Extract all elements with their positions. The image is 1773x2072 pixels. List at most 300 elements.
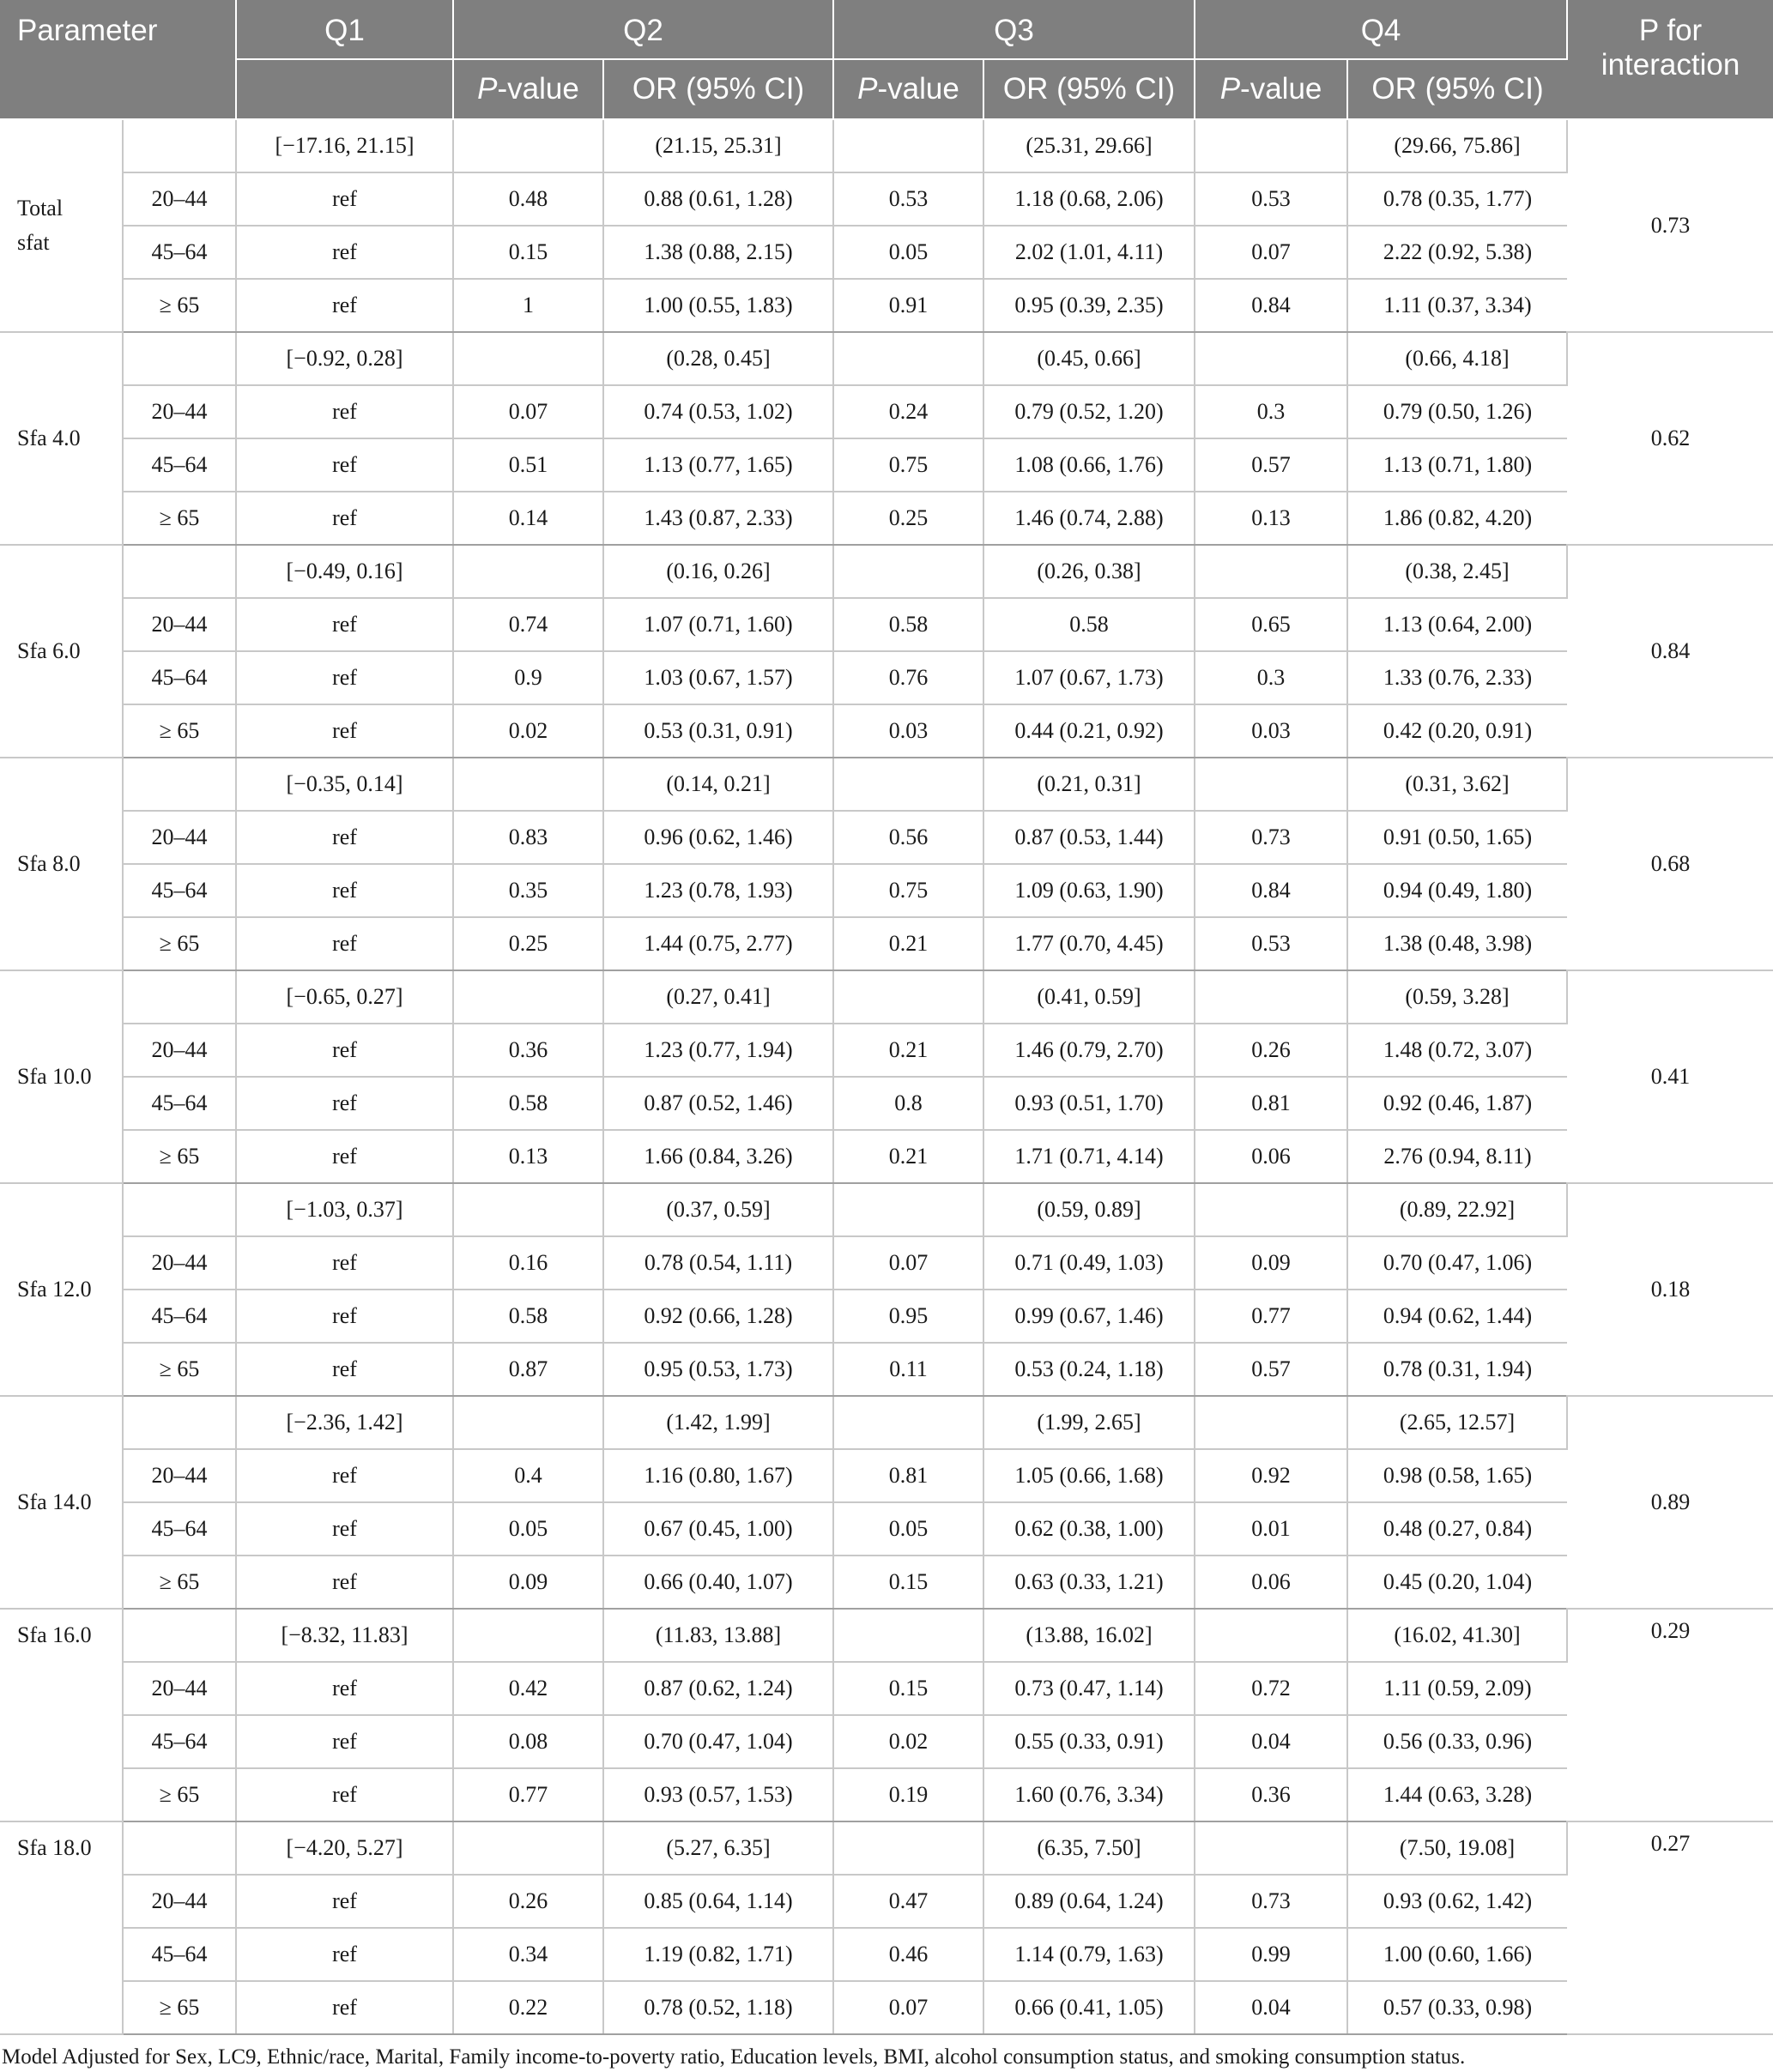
parameter-name-line1: Total bbox=[17, 196, 64, 220]
header-p-for-interaction bbox=[1567, 0, 1773, 119]
p-for-interaction: 0.27 bbox=[1567, 1821, 1773, 2034]
table-row bbox=[0, 1875, 1773, 1928]
q3-p-value: 0.75 bbox=[833, 438, 983, 492]
header-q2: Q2 bbox=[453, 0, 833, 59]
table-row-range bbox=[0, 332, 1773, 385]
q2-p-value: 0.26 bbox=[453, 1875, 603, 1928]
q4-or-ci: 1.11 (0.59, 2.09) bbox=[1347, 1662, 1567, 1715]
parameter-name bbox=[0, 1821, 123, 2034]
age-group: 20–44 bbox=[123, 1236, 236, 1290]
age-group: 45–64 bbox=[123, 1715, 236, 1768]
age-group: 20–44 bbox=[123, 385, 236, 438]
blank-cell bbox=[833, 332, 983, 385]
q4-p-value: 0.04 bbox=[1195, 1981, 1347, 2034]
header-p-value bbox=[1195, 59, 1347, 119]
q4-p-value: 0.26 bbox=[1195, 1024, 1347, 1077]
q2-or-ci: 0.74 (0.53, 1.02) bbox=[603, 385, 833, 438]
q1-ref: ref bbox=[236, 1024, 453, 1077]
q1-ref: ref bbox=[236, 917, 453, 970]
q1-ref: ref bbox=[236, 1981, 453, 2034]
q3-or-ci: 0.89 (0.64, 1.24) bbox=[983, 1875, 1195, 1928]
table-header bbox=[0, 0, 1773, 119]
q3-p-value: 0.81 bbox=[833, 1449, 983, 1502]
range-q2: (11.83, 13.88] bbox=[603, 1609, 833, 1662]
table-row bbox=[0, 1715, 1773, 1768]
table-row bbox=[0, 226, 1773, 279]
q3-p-value: 0.75 bbox=[833, 864, 983, 917]
q2-p-value: 0.35 bbox=[453, 864, 603, 917]
q4-or-ci: 0.56 (0.33, 0.96) bbox=[1347, 1715, 1567, 1768]
q2-or-ci: 0.85 (0.64, 1.14) bbox=[603, 1875, 833, 1928]
blank-cell bbox=[833, 1609, 983, 1662]
table-row-range bbox=[0, 1183, 1773, 1236]
q4-p-value: 0.01 bbox=[1195, 1502, 1347, 1556]
parameter-name-line1: Sfa 4.0 bbox=[17, 426, 81, 450]
range-q1: [−4.20, 5.27] bbox=[236, 1821, 453, 1875]
q3-p-value: 0.76 bbox=[833, 651, 983, 704]
q3-p-value: 0.19 bbox=[833, 1768, 983, 1821]
age-cell-blank bbox=[123, 119, 236, 172]
q4-p-value: 0.53 bbox=[1195, 917, 1347, 970]
q2-p-value: 0.16 bbox=[453, 1236, 603, 1290]
q4-p-value: 0.3 bbox=[1195, 385, 1347, 438]
table-row-range bbox=[0, 545, 1773, 598]
q2-or-ci: 1.23 (0.78, 1.93) bbox=[603, 864, 833, 917]
q4-or-ci: 2.22 (0.92, 5.38) bbox=[1347, 226, 1567, 279]
q2-p-value: 0.4 bbox=[453, 1449, 603, 1502]
blank-cell bbox=[833, 970, 983, 1024]
q1-ref: ref bbox=[236, 1130, 453, 1183]
table-row-range bbox=[0, 119, 1773, 172]
table-row bbox=[0, 1343, 1773, 1396]
range-q4: (0.59, 3.28] bbox=[1347, 970, 1567, 1024]
q3-or-ci: 0.95 (0.39, 2.35) bbox=[983, 279, 1195, 332]
header-q1-blank bbox=[236, 59, 453, 119]
q4-p-value: 0.99 bbox=[1195, 1928, 1347, 1981]
parameter-name-line1: Sfa 6.0 bbox=[17, 638, 81, 663]
table-row bbox=[0, 1502, 1773, 1556]
blank-cell bbox=[1195, 1609, 1347, 1662]
q4-p-value: 0.36 bbox=[1195, 1768, 1347, 1821]
q3-or-ci: 0.87 (0.53, 1.44) bbox=[983, 811, 1195, 864]
q2-p-value: 0.15 bbox=[453, 226, 603, 279]
q3-or-ci: 1.05 (0.66, 1.68) bbox=[983, 1449, 1195, 1502]
header-p-value bbox=[833, 59, 983, 119]
range-q4: (0.66, 4.18] bbox=[1347, 332, 1567, 385]
blank-cell bbox=[833, 758, 983, 811]
q3-or-ci: 0.53 (0.24, 1.18) bbox=[983, 1343, 1195, 1396]
header-p-suffix: -value bbox=[1240, 72, 1322, 106]
q3-or-ci: 0.58 bbox=[983, 598, 1195, 651]
age-group: 45–64 bbox=[123, 1077, 236, 1130]
range-q1: [−0.65, 0.27] bbox=[236, 970, 453, 1024]
q1-ref: ref bbox=[236, 1236, 453, 1290]
q1-ref: ref bbox=[236, 1077, 453, 1130]
q4-p-value: 0.06 bbox=[1195, 1556, 1347, 1609]
parameter-name-line1: Sfa 8.0 bbox=[17, 851, 81, 876]
table-row bbox=[0, 811, 1773, 864]
q2-or-ci: 0.66 (0.40, 1.07) bbox=[603, 1556, 833, 1609]
q2-p-value: 0.9 bbox=[453, 651, 603, 704]
q4-or-ci: 0.70 (0.47, 1.06) bbox=[1347, 1236, 1567, 1290]
q2-p-value: 0.02 bbox=[453, 704, 603, 758]
table-row bbox=[0, 1130, 1773, 1183]
range-q2: (5.27, 6.35] bbox=[603, 1821, 833, 1875]
age-group: 45–64 bbox=[123, 864, 236, 917]
table-row bbox=[0, 1290, 1773, 1343]
blank-cell bbox=[1195, 1396, 1347, 1449]
blank-cell bbox=[453, 970, 603, 1024]
blank-cell bbox=[453, 119, 603, 172]
q2-or-ci: 0.92 (0.66, 1.28) bbox=[603, 1290, 833, 1343]
q1-ref: ref bbox=[236, 1502, 453, 1556]
blank-cell bbox=[453, 1183, 603, 1236]
range-q1: [−2.36, 1.42] bbox=[236, 1396, 453, 1449]
header-p-for-interaction-line2: interaction bbox=[1601, 48, 1740, 82]
q4-p-value: 0.81 bbox=[1195, 1077, 1347, 1130]
q3-or-ci: 0.62 (0.38, 1.00) bbox=[983, 1502, 1195, 1556]
range-q2: (0.28, 0.45] bbox=[603, 332, 833, 385]
q3-p-value: 0.46 bbox=[833, 1928, 983, 1981]
q3-or-ci: 2.02 (1.01, 4.11) bbox=[983, 226, 1195, 279]
q4-or-ci: 0.42 (0.20, 0.91) bbox=[1347, 704, 1567, 758]
blank-cell bbox=[453, 1821, 603, 1875]
range-q2: (0.14, 0.21] bbox=[603, 758, 833, 811]
q4-or-ci: 0.57 (0.33, 0.98) bbox=[1347, 1981, 1567, 2034]
q2-p-value: 0.22 bbox=[453, 1981, 603, 2034]
age-group: ≥ 65 bbox=[123, 1768, 236, 1821]
range-q3: (1.99, 2.65] bbox=[983, 1396, 1195, 1449]
q2-or-ci: 0.87 (0.62, 1.24) bbox=[603, 1662, 833, 1715]
q1-ref: ref bbox=[236, 1875, 453, 1928]
age-group: 20–44 bbox=[123, 598, 236, 651]
range-q4: (16.02, 41.30] bbox=[1347, 1609, 1567, 1662]
blank-cell bbox=[1195, 545, 1347, 598]
age-cell-blank bbox=[123, 545, 236, 598]
parameter-name bbox=[0, 758, 123, 970]
q3-p-value: 0.03 bbox=[833, 704, 983, 758]
q1-ref: ref bbox=[236, 385, 453, 438]
q2-p-value: 0.87 bbox=[453, 1343, 603, 1396]
q2-p-value: 0.05 bbox=[453, 1502, 603, 1556]
q2-or-ci: 0.93 (0.57, 1.53) bbox=[603, 1768, 833, 1821]
range-q1: [−1.03, 0.37] bbox=[236, 1183, 453, 1236]
q1-ref: ref bbox=[236, 226, 453, 279]
q3-p-value: 0.02 bbox=[833, 1715, 983, 1768]
q4-p-value: 0.07 bbox=[1195, 226, 1347, 279]
q4-p-value: 0.3 bbox=[1195, 651, 1347, 704]
q2-or-ci: 1.07 (0.71, 1.60) bbox=[603, 598, 833, 651]
blank-cell bbox=[453, 1396, 603, 1449]
q2-or-ci: 0.67 (0.45, 1.00) bbox=[603, 1502, 833, 1556]
q2-or-ci: 0.78 (0.54, 1.11) bbox=[603, 1236, 833, 1290]
q2-or-ci: 1.13 (0.77, 1.65) bbox=[603, 438, 833, 492]
q1-ref: ref bbox=[236, 704, 453, 758]
q3-p-value: 0.25 bbox=[833, 492, 983, 545]
q2-p-value: 0.77 bbox=[453, 1768, 603, 1821]
q3-or-ci: 1.14 (0.79, 1.63) bbox=[983, 1928, 1195, 1981]
age-group: 20–44 bbox=[123, 1662, 236, 1715]
blank-cell bbox=[1195, 758, 1347, 811]
header-q3: Q3 bbox=[833, 0, 1195, 59]
q1-ref: ref bbox=[236, 1768, 453, 1821]
p-for-interaction: 0.89 bbox=[1567, 1396, 1773, 1609]
age-group: ≥ 65 bbox=[123, 917, 236, 970]
table-row-range bbox=[0, 1396, 1773, 1449]
parameter-name bbox=[0, 332, 123, 545]
q2-p-value: 0.58 bbox=[453, 1077, 603, 1130]
table-row bbox=[0, 385, 1773, 438]
range-q4: (0.31, 3.62] bbox=[1347, 758, 1567, 811]
parameter-name-line2: sfat bbox=[17, 230, 50, 255]
parameter-name-line1: Sfa 16.0 bbox=[17, 1622, 92, 1647]
parameter-name-line1: Sfa 18.0 bbox=[17, 1835, 92, 1860]
q4-or-ci: 1.00 (0.60, 1.66) bbox=[1347, 1928, 1567, 1981]
table-row bbox=[0, 651, 1773, 704]
q3-p-value: 0.21 bbox=[833, 917, 983, 970]
blank-cell bbox=[1195, 1821, 1347, 1875]
age-cell-blank bbox=[123, 758, 236, 811]
age-group: ≥ 65 bbox=[123, 1130, 236, 1183]
parameter-name bbox=[0, 545, 123, 758]
q2-or-ci: 1.16 (0.80, 1.67) bbox=[603, 1449, 833, 1502]
table-row bbox=[0, 704, 1773, 758]
header-parameter: Parameter bbox=[0, 0, 236, 119]
q3-p-value: 0.56 bbox=[833, 811, 983, 864]
q4-p-value: 0.84 bbox=[1195, 864, 1347, 917]
q3-p-value: 0.15 bbox=[833, 1662, 983, 1715]
q3-or-ci: 1.46 (0.79, 2.70) bbox=[983, 1024, 1195, 1077]
q3-p-value: 0.53 bbox=[833, 172, 983, 226]
table-row bbox=[0, 1928, 1773, 1981]
header-p-italic: P bbox=[1219, 72, 1241, 106]
q3-p-value: 0.07 bbox=[833, 1981, 983, 2034]
range-q3: (0.59, 0.89] bbox=[983, 1183, 1195, 1236]
range-q1: [−8.32, 11.83] bbox=[236, 1609, 453, 1662]
age-group: 45–64 bbox=[123, 438, 236, 492]
q2-p-value: 0.58 bbox=[453, 1290, 603, 1343]
range-q3: (0.21, 0.31] bbox=[983, 758, 1195, 811]
p-for-interaction: 0.73 bbox=[1567, 119, 1773, 332]
age-cell-blank bbox=[123, 332, 236, 385]
parameter-name-line1: Sfa 12.0 bbox=[17, 1277, 92, 1302]
q2-or-ci: 0.78 (0.52, 1.18) bbox=[603, 1981, 833, 2034]
q4-p-value: 0.03 bbox=[1195, 704, 1347, 758]
header-q1: Q1 bbox=[236, 0, 453, 59]
q2-p-value: 0.51 bbox=[453, 438, 603, 492]
q3-or-ci: 0.63 (0.33, 1.21) bbox=[983, 1556, 1195, 1609]
table-row bbox=[0, 1449, 1773, 1502]
table-row bbox=[0, 917, 1773, 970]
q4-or-ci: 0.93 (0.62, 1.42) bbox=[1347, 1875, 1567, 1928]
range-q4: (29.66, 75.86] bbox=[1347, 119, 1567, 172]
range-q3: (0.41, 0.59] bbox=[983, 970, 1195, 1024]
q1-ref: ref bbox=[236, 1556, 453, 1609]
header-p-for-interaction-line1: P for bbox=[1638, 14, 1703, 47]
blank-cell bbox=[833, 119, 983, 172]
q4-or-ci: 0.92 (0.46, 1.87) bbox=[1347, 1077, 1567, 1130]
q4-or-ci: 1.48 (0.72, 3.07) bbox=[1347, 1024, 1567, 1077]
age-group: ≥ 65 bbox=[123, 1556, 236, 1609]
age-cell-blank bbox=[123, 1821, 236, 1875]
range-q4: (0.89, 22.92] bbox=[1347, 1183, 1567, 1236]
range-q2: (21.15, 25.31] bbox=[603, 119, 833, 172]
q4-p-value: 0.04 bbox=[1195, 1715, 1347, 1768]
q4-or-ci: 1.44 (0.63, 3.28) bbox=[1347, 1768, 1567, 1821]
blank-cell bbox=[1195, 1183, 1347, 1236]
table-row bbox=[0, 1556, 1773, 1609]
p-for-interaction: 0.18 bbox=[1567, 1183, 1773, 1396]
q4-or-ci: 0.78 (0.35, 1.77) bbox=[1347, 172, 1567, 226]
q4-p-value: 0.57 bbox=[1195, 1343, 1347, 1396]
q2-or-ci: 1.00 (0.55, 1.83) bbox=[603, 279, 833, 332]
q3-p-value: 0.47 bbox=[833, 1875, 983, 1928]
table-row-range bbox=[0, 970, 1773, 1024]
table-row bbox=[0, 1236, 1773, 1290]
q2-or-ci: 0.88 (0.61, 1.28) bbox=[603, 172, 833, 226]
q4-or-ci: 0.91 (0.50, 1.65) bbox=[1347, 811, 1567, 864]
q2-or-ci: 1.19 (0.82, 1.71) bbox=[603, 1928, 833, 1981]
q3-or-ci: 0.44 (0.21, 0.92) bbox=[983, 704, 1195, 758]
q4-or-ci: 2.76 (0.94, 8.11) bbox=[1347, 1130, 1567, 1183]
blank-cell bbox=[1195, 119, 1347, 172]
blank-cell bbox=[833, 1396, 983, 1449]
q4-p-value: 0.06 bbox=[1195, 1130, 1347, 1183]
table-row bbox=[0, 1662, 1773, 1715]
q3-or-ci: 1.07 (0.67, 1.73) bbox=[983, 651, 1195, 704]
q2-p-value: 0.34 bbox=[453, 1928, 603, 1981]
table-row bbox=[0, 172, 1773, 226]
q2-p-value: 1 bbox=[453, 279, 603, 332]
q2-or-ci: 1.38 (0.88, 2.15) bbox=[603, 226, 833, 279]
q4-p-value: 0.13 bbox=[1195, 492, 1347, 545]
range-q3: (13.88, 16.02] bbox=[983, 1609, 1195, 1662]
q4-or-ci: 1.86 (0.82, 4.20) bbox=[1347, 492, 1567, 545]
range-q1: [−0.49, 0.16] bbox=[236, 545, 453, 598]
q4-p-value: 0.57 bbox=[1195, 438, 1347, 492]
q3-p-value: 0.91 bbox=[833, 279, 983, 332]
q2-or-ci: 1.03 (0.67, 1.57) bbox=[603, 651, 833, 704]
age-cell-blank bbox=[123, 1609, 236, 1662]
q2-p-value: 0.08 bbox=[453, 1715, 603, 1768]
age-group: 45–64 bbox=[123, 1502, 236, 1556]
blank-cell bbox=[833, 1183, 983, 1236]
p-for-interaction: 0.62 bbox=[1567, 332, 1773, 545]
range-q1: [−0.92, 0.28] bbox=[236, 332, 453, 385]
age-group: 45–64 bbox=[123, 1928, 236, 1981]
range-q3: (0.45, 0.66] bbox=[983, 332, 1195, 385]
table-row bbox=[0, 492, 1773, 545]
q3-p-value: 0.05 bbox=[833, 226, 983, 279]
table-row bbox=[0, 1768, 1773, 1821]
header-p-suffix: -value bbox=[877, 72, 959, 106]
q4-or-ci: 1.13 (0.64, 2.00) bbox=[1347, 598, 1567, 651]
q2-p-value: 0.09 bbox=[453, 1556, 603, 1609]
q1-ref: ref bbox=[236, 1290, 453, 1343]
q3-or-ci: 0.79 (0.52, 1.20) bbox=[983, 385, 1195, 438]
range-q2: (0.37, 0.59] bbox=[603, 1183, 833, 1236]
q1-ref: ref bbox=[236, 811, 453, 864]
age-group: 20–44 bbox=[123, 1449, 236, 1502]
age-cell-blank bbox=[123, 970, 236, 1024]
q4-p-value: 0.53 bbox=[1195, 172, 1347, 226]
q2-or-ci: 0.87 (0.52, 1.46) bbox=[603, 1077, 833, 1130]
range-q1: [−0.35, 0.14] bbox=[236, 758, 453, 811]
range-q3: (6.35, 7.50] bbox=[983, 1821, 1195, 1875]
q1-ref: ref bbox=[236, 1662, 453, 1715]
q3-or-ci: 0.55 (0.33, 0.91) bbox=[983, 1715, 1195, 1768]
q3-or-ci: 0.73 (0.47, 1.14) bbox=[983, 1662, 1195, 1715]
range-q2: (0.16, 0.26] bbox=[603, 545, 833, 598]
p-for-interaction: 0.29 bbox=[1567, 1609, 1773, 1821]
parameter-name bbox=[0, 1609, 123, 1821]
q4-p-value: 0.77 bbox=[1195, 1290, 1347, 1343]
parameter-name bbox=[0, 1183, 123, 1396]
q4-p-value: 0.84 bbox=[1195, 279, 1347, 332]
q2-or-ci: 1.43 (0.87, 2.33) bbox=[603, 492, 833, 545]
q1-ref: ref bbox=[236, 598, 453, 651]
q4-p-value: 0.09 bbox=[1195, 1236, 1347, 1290]
blank-cell bbox=[453, 545, 603, 598]
q1-ref: ref bbox=[236, 864, 453, 917]
age-group: ≥ 65 bbox=[123, 704, 236, 758]
q2-p-value: 0.48 bbox=[453, 172, 603, 226]
table-row-range bbox=[0, 758, 1773, 811]
q3-or-ci: 1.60 (0.76, 3.34) bbox=[983, 1768, 1195, 1821]
blank-cell bbox=[453, 1609, 603, 1662]
q2-p-value: 0.42 bbox=[453, 1662, 603, 1715]
q2-or-ci: 1.44 (0.75, 2.77) bbox=[603, 917, 833, 970]
q4-or-ci: 0.94 (0.49, 1.80) bbox=[1347, 864, 1567, 917]
age-group: 20–44 bbox=[123, 172, 236, 226]
q4-p-value: 0.65 bbox=[1195, 598, 1347, 651]
table-body bbox=[0, 119, 1773, 2034]
table-row bbox=[0, 598, 1773, 651]
table-footnote: Model Adjusted for Sex, LC9, Ethnic/race, Marital, Family income-to-poverty ratio, Education levels, BMI, alcohol consumption status, and smoking consumption status. bbox=[2, 2045, 1466, 2069]
q2-or-ci: 0.96 (0.62, 1.46) bbox=[603, 811, 833, 864]
header-p-value bbox=[453, 59, 603, 119]
age-group: 45–64 bbox=[123, 651, 236, 704]
q2-p-value: 0.25 bbox=[453, 917, 603, 970]
p-for-interaction: 0.41 bbox=[1567, 970, 1773, 1183]
age-group: 20–44 bbox=[123, 811, 236, 864]
q1-ref: ref bbox=[236, 651, 453, 704]
q1-ref: ref bbox=[236, 1715, 453, 1768]
q3-p-value: 0.58 bbox=[833, 598, 983, 651]
range-q3: (0.26, 0.38] bbox=[983, 545, 1195, 598]
q3-or-ci: 1.46 (0.74, 2.88) bbox=[983, 492, 1195, 545]
q3-p-value: 0.15 bbox=[833, 1556, 983, 1609]
q3-p-value: 0.11 bbox=[833, 1343, 983, 1396]
p-for-interaction: 0.68 bbox=[1567, 758, 1773, 970]
q1-ref: ref bbox=[236, 1928, 453, 1981]
q4-or-ci: 1.11 (0.37, 3.34) bbox=[1347, 279, 1567, 332]
q3-or-ci: 1.18 (0.68, 2.06) bbox=[983, 172, 1195, 226]
q4-p-value: 0.73 bbox=[1195, 811, 1347, 864]
q2-or-ci: 0.70 (0.47, 1.04) bbox=[603, 1715, 833, 1768]
header-or-ci: OR (95% CI) bbox=[983, 59, 1195, 119]
q1-ref: ref bbox=[236, 172, 453, 226]
q1-ref: ref bbox=[236, 279, 453, 332]
q4-or-ci: 0.94 (0.62, 1.44) bbox=[1347, 1290, 1567, 1343]
q3-p-value: 0.8 bbox=[833, 1077, 983, 1130]
q3-or-ci: 1.77 (0.70, 4.45) bbox=[983, 917, 1195, 970]
parameter-name-line1: Sfa 14.0 bbox=[17, 1489, 92, 1514]
q3-p-value: 0.05 bbox=[833, 1502, 983, 1556]
parameter-name-line1: Sfa 10.0 bbox=[17, 1064, 92, 1089]
blank-cell bbox=[1195, 332, 1347, 385]
q3-p-value: 0.21 bbox=[833, 1024, 983, 1077]
